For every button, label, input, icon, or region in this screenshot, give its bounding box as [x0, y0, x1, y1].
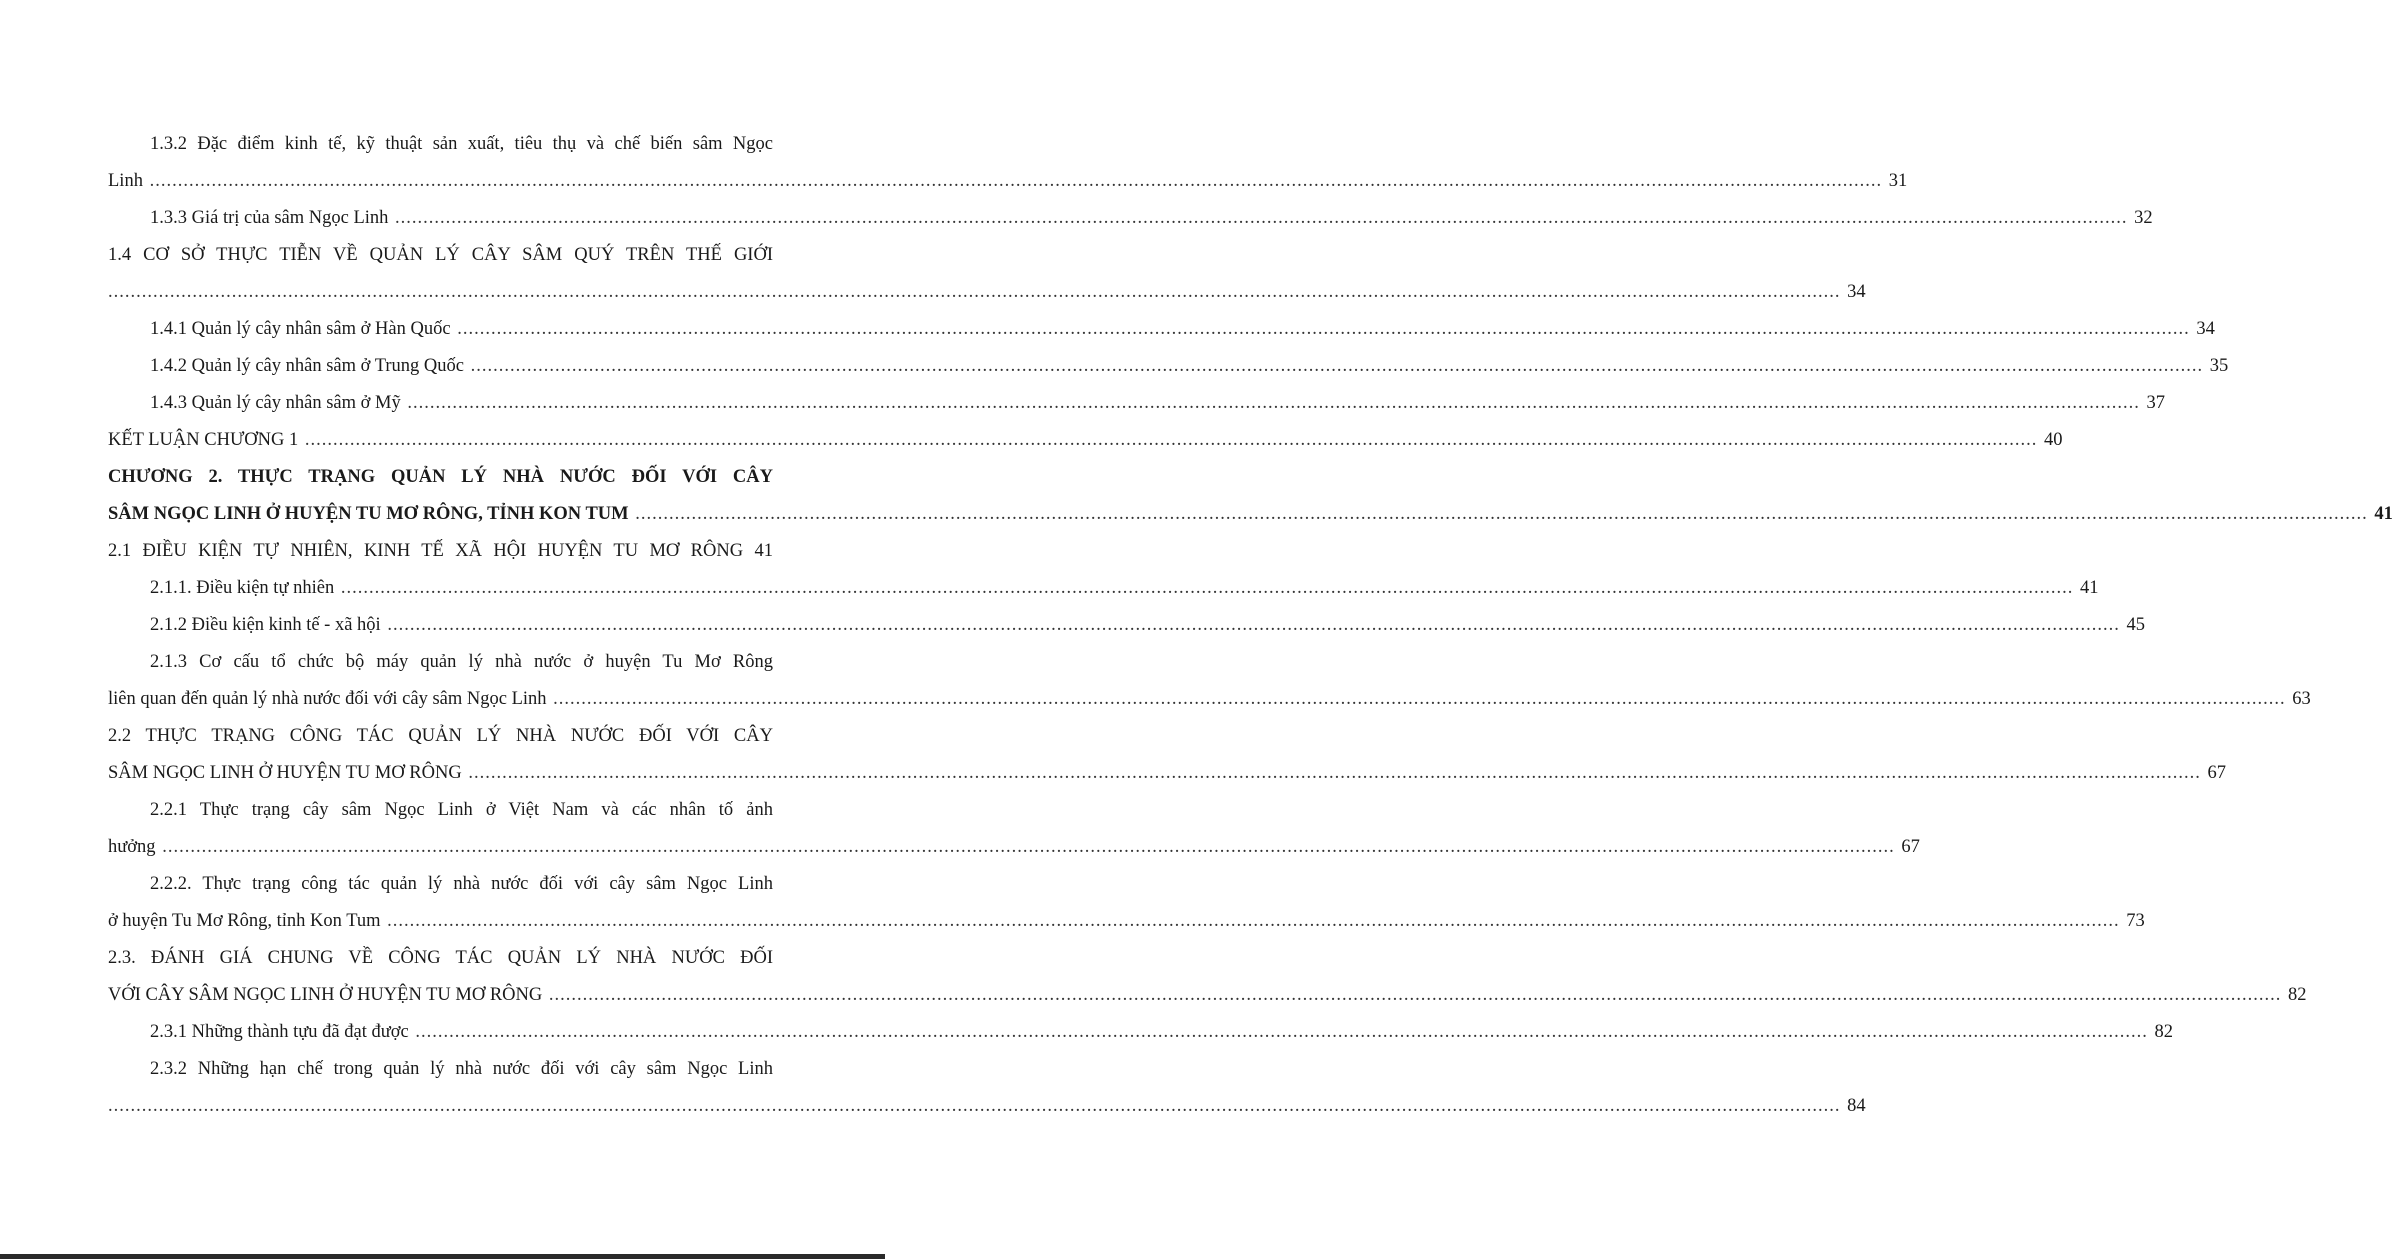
page-number: 34	[2196, 319, 2215, 339]
toc-entry-text: 2.3.1 Những thành tựu đã đạt được	[150, 1022, 409, 1042]
toc-entry-2-1-2[interactable]	[108, 607, 2145, 644]
leader-dots	[635, 504, 2368, 524]
toc-entry-text: 1.3.2 Đặc điểm kinh tế, kỹ thuật sản xuất, tiêu thụ và chế biến sâm Ngọc	[150, 134, 773, 154]
toc-entry-text: 2.2.1 Thực trạng cây sâm Ngọc Linh ở Việt Nam và các nhân tố ảnh	[150, 800, 773, 820]
toc-entry-text: 1.4.3 Quản lý cây nhân sâm ở Mỹ	[150, 393, 401, 413]
leader-dots	[108, 1096, 1841, 1116]
page-number: 35	[2209, 356, 2229, 376]
toc-entry-text: 1.4.2 Quản lý cây nhân sâm ở Trung Quốc	[150, 356, 464, 376]
toc-entry-2-3[interactable]	[108, 940, 2307, 1014]
toc-entry-text: 2.2 THỰC TRẠNG CÔNG TÁC QUẢN LÝ NHÀ NƯỚC ĐỐI VỚI CÂY	[108, 726, 773, 746]
page-number: 82	[2154, 1022, 2173, 1042]
leader-dots	[108, 282, 1841, 302]
toc-entry-text-cont: hưởng	[108, 837, 156, 857]
toc-entry-1-4-3[interactable]	[108, 385, 2166, 422]
toc-entry-text: 2.3. ĐÁNH GIÁ CHUNG VỀ CÔNG TÁC QUẢN LÝ NHÀ NƯỚC ĐỐI	[108, 948, 773, 968]
leader-dots	[150, 171, 1883, 191]
toc-entry-1-4-2[interactable]	[108, 348, 2229, 385]
leader-dots	[162, 837, 1895, 857]
toc-entry-text-cont: SÂM NGỌC LINH Ở HUYỆN TU MƠ RÔNG	[108, 763, 462, 783]
toc-entry-2-2-1[interactable]	[108, 792, 1920, 866]
page-number: 73	[2126, 911, 2145, 931]
leader-dots	[471, 356, 2204, 376]
toc-entry-text: 2.2.2. Thực trạng công tác quản lý nhà nước đối với cây sâm Ngọc Linh	[150, 874, 773, 894]
page-number: 67	[1901, 837, 1920, 857]
page-number: 67	[2207, 763, 2226, 783]
page-number: 41	[2079, 578, 2099, 598]
page-number: 32	[2134, 208, 2153, 228]
toc-entry-text: KẾT LUẬN CHƯƠNG 1	[108, 430, 299, 450]
page-number: 37	[2146, 393, 2166, 413]
toc-entry-text-cont: liên quan đến quản lý nhà nước đối với cây sâm Ngọc Linh	[108, 689, 547, 709]
toc-entry-2-1-3[interactable]	[108, 644, 2311, 718]
toc-entry-text-cont: Linh	[108, 171, 143, 191]
leader-dots	[415, 1022, 2148, 1042]
toc-entry-1-4[interactable]	[108, 237, 1866, 311]
toc-entry-text: 2.1.1. Điều kiện tự nhiên	[150, 578, 335, 598]
leader-dots	[553, 689, 2286, 709]
toc-entry-2-2-2[interactable]	[108, 866, 2145, 940]
leader-dots	[341, 578, 2074, 598]
leader-dots	[549, 985, 2282, 1005]
toc-entry-text: 2.1 ĐIỀU KIỆN TỰ NHIÊN, KINH TẾ XÃ HỘI HUYỆN TU MƠ RÔNG 41	[108, 541, 773, 561]
page-number: 31	[1888, 171, 1908, 191]
toc-entry-2-1[interactable]	[108, 533, 773, 570]
leader-dots	[457, 319, 2190, 339]
toc-entry-text: 2.3.2 Những hạn chế trong quản lý nhà nước đối với cây sâm Ngọc Linh	[150, 1059, 773, 1079]
table-of-contents	[108, 126, 2393, 1125]
toc-entry-2-3-1[interactable]	[108, 1014, 2173, 1051]
toc-entry-chuong-2[interactable]	[108, 459, 2393, 533]
leader-dots	[468, 763, 2201, 783]
toc-entry-text-cont: VỚI CÂY SÂM NGỌC LINH Ở HUYỆN TU MƠ RÔNG	[108, 985, 543, 1005]
toc-entry-2-3-2[interactable]	[108, 1051, 1866, 1125]
leader-dots	[387, 615, 2120, 635]
toc-entry-1-4-1[interactable]	[108, 311, 2215, 348]
leader-dots	[387, 911, 2120, 931]
page-number: 41	[2374, 504, 2393, 524]
page-number: 34	[1847, 282, 1866, 302]
page-number: 45	[2126, 615, 2145, 635]
toc-entry-text-cont: ở huyện Tu Mơ Rông, tỉnh Kon Tum	[108, 911, 381, 931]
page-number: 40	[2044, 430, 2063, 450]
leader-dots	[395, 208, 2128, 228]
toc-entry-text: 1.3.3 Giá trị của sâm Ngọc Linh	[150, 208, 389, 228]
toc-entry-text: 1.4.1 Quản lý cây nhân sâm ở Hàn Quốc	[150, 319, 451, 339]
toc-entry-text: 2.1.3 Cơ cấu tổ chức bộ máy quản lý nhà nước ở huyện Tu Mơ Rông	[150, 652, 773, 672]
toc-entry-text: 2.1.2 Điều kiện kinh tế - xã hội	[150, 615, 381, 635]
toc-entry-ket-luan-chuong-1[interactable]	[108, 422, 2063, 459]
page-number: 63	[2292, 689, 2311, 709]
page-number: 84	[1847, 1096, 1866, 1116]
leader-dots	[407, 393, 2140, 413]
leader-dots	[305, 430, 2038, 450]
toc-entry-1-3-2[interactable]	[108, 126, 1908, 200]
page-number: 82	[2288, 985, 2307, 1005]
page-bottom-border	[0, 1254, 885, 1259]
toc-entry-text-cont: SÂM NGỌC LINH Ở HUYỆN TU MƠ RÔNG, TỈNH KON TUM	[108, 504, 629, 524]
toc-entry-1-3-3[interactable]	[108, 200, 2153, 237]
toc-entry-text: 1.4 CƠ SỞ THỰC TIỄN VỀ QUẢN LÝ CÂY SÂM QUÝ TRÊN THẾ GIỚI	[108, 245, 773, 265]
toc-entry-2-2[interactable]	[108, 718, 2226, 792]
toc-entry-2-1-1[interactable]	[108, 570, 2099, 607]
toc-entry-text: CHƯƠNG 2. THỰC TRẠNG QUẢN LÝ NHÀ NƯỚC ĐỐI VỚI CÂY	[108, 467, 773, 487]
